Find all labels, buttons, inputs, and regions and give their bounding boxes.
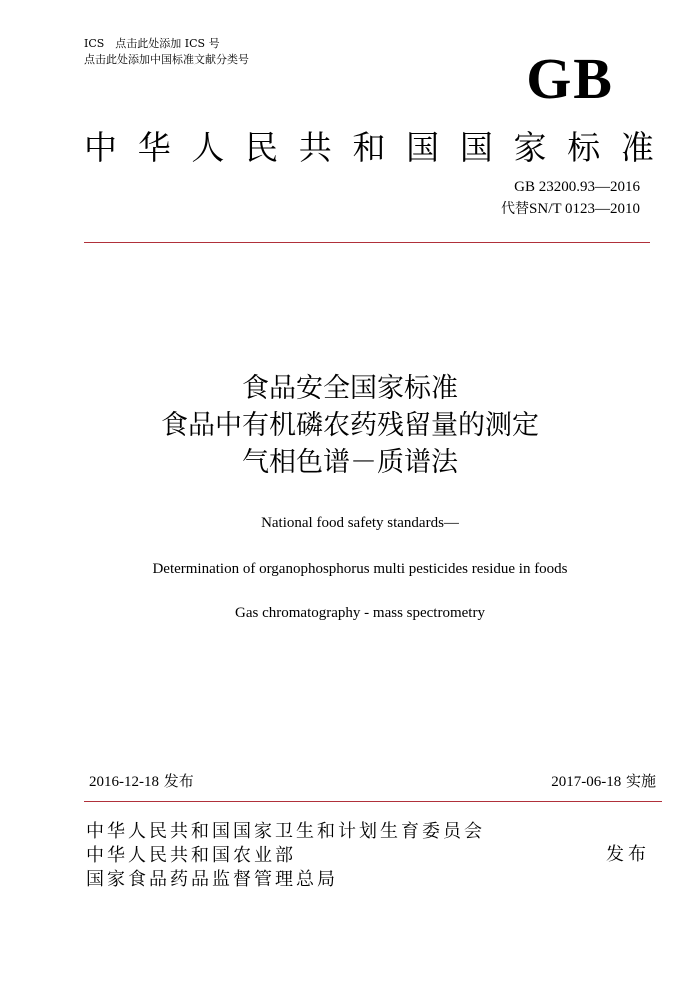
heading-char: 人 [191, 128, 225, 167]
impl-date-value: 2017-06-18 [551, 774, 622, 790]
heading-char: 共 [298, 128, 332, 167]
heading-char: 标 [567, 128, 601, 167]
issue-date-label: 发布 [163, 772, 194, 790]
standard-number-block [501, 176, 640, 220]
classification-placeholder[interactable]: 点击此处添加中国标准文献分类号 [84, 53, 249, 66]
title-en-line1: National food safety standards— [261, 515, 459, 531]
issuer-food-drug: 国家食品药品监督管理总局 [86, 869, 338, 890]
implementation-date [551, 770, 656, 791]
standard-number: GB 23200.93—2016 [514, 179, 640, 195]
issue-date-value: 2016-12-18 [89, 774, 159, 790]
replaces-prefix: 代替 [501, 201, 530, 217]
heading-char: 和 [352, 128, 386, 167]
ics-block [84, 36, 249, 68]
impl-date-label: 实施 [625, 772, 656, 790]
national-standard-heading [84, 128, 654, 168]
heading-char: 国 [459, 128, 493, 167]
heading-char: 中 [84, 128, 117, 167]
issuer-health-commission: 中华人民共和国国家卫生和计划生育委员会 [86, 821, 485, 842]
title-cn-line1: 食品安全国家标准 [242, 373, 458, 404]
heading-char: 准 [620, 128, 654, 167]
heading-char: 华 [137, 128, 171, 167]
issuer-agriculture: 中华人民共和国农业部 [86, 845, 296, 866]
chinese-title [0, 370, 700, 481]
title-en-line3: Gas chromatography - mass spectrometry [235, 605, 485, 621]
title-en-line2: Determination of organophosphorus multi pesticides residue in foods [152, 561, 568, 577]
ics-placeholder[interactable]: ICS 点击此处添加 ICS 号 [84, 37, 220, 50]
title-cn-line3: 气相色谱－质谱法 [242, 447, 458, 478]
title-cn-line2: 食品中有机磷农药残留量的测定 [161, 410, 539, 441]
header-divider [84, 242, 650, 243]
issue-date [89, 770, 194, 791]
heading-char: 民 [245, 128, 279, 167]
replaces-number: SN/T 0123—2010 [529, 201, 640, 217]
replaces-line [501, 198, 640, 220]
gb-logo: GB [526, 46, 614, 111]
footer-divider [84, 801, 662, 802]
heading-char: 家 [513, 128, 547, 167]
heading-char: 国 [406, 128, 440, 167]
publish-label: 发布 [606, 844, 650, 865]
issuing-authorities [86, 820, 485, 892]
